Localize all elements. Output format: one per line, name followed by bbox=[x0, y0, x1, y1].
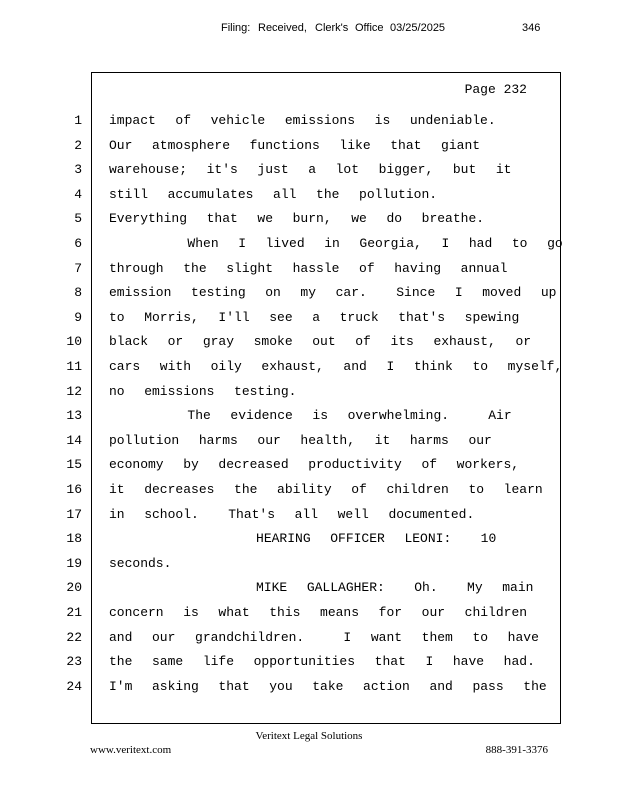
line-number: 18 bbox=[66, 531, 82, 546]
line-text: pollution harms our health, it harms our bbox=[109, 433, 492, 448]
footer-company: Veritext Legal Solutions bbox=[255, 730, 363, 742]
line-text: the same life opportunities that I have had. bbox=[109, 654, 535, 669]
line-number: 15 bbox=[66, 457, 82, 472]
line-number: 7 bbox=[74, 261, 82, 276]
line-text: The evidence is overwhelming. Air bbox=[109, 408, 512, 423]
line-number: 24 bbox=[66, 679, 82, 694]
line-number: 12 bbox=[66, 384, 82, 399]
header-sheet-number: 346 bbox=[522, 22, 541, 34]
header-clerks-label: Clerk's bbox=[315, 22, 349, 34]
line-number: 1 bbox=[74, 113, 82, 128]
line-number: 4 bbox=[74, 187, 82, 202]
line-number: 2 bbox=[74, 138, 82, 153]
line-number: 19 bbox=[66, 556, 82, 571]
page-number: Page 232 bbox=[464, 82, 527, 97]
line-text: cars with oily exhaust, and I think to myself, bbox=[109, 359, 563, 374]
line-text: HEARING OFFICER LEONI: 10 bbox=[109, 531, 497, 546]
line-number: 6 bbox=[74, 236, 82, 251]
line-number: 14 bbox=[66, 433, 82, 448]
line-text: I'm asking that you take action and pass the bbox=[109, 679, 547, 694]
line-text: concern is what this means for our children bbox=[109, 605, 528, 620]
line-text: black or gray smoke out of its exhaust, or bbox=[109, 334, 532, 349]
line-number: 8 bbox=[74, 285, 82, 300]
footer-phone: 888-391-3376 bbox=[485, 744, 548, 756]
line-text: Everything that we burn, we do breathe. bbox=[109, 211, 485, 226]
line-text: MIKE GALLAGHER: Oh. My main bbox=[109, 580, 534, 595]
line-text: it decreases the ability of children to learn bbox=[109, 482, 543, 497]
line-text: Our atmosphere functions like that giant bbox=[109, 138, 481, 153]
line-text: and our grandchildren. I want them to have bbox=[109, 630, 539, 645]
line-number: 5 bbox=[74, 211, 82, 226]
line-number: 17 bbox=[66, 507, 82, 522]
line-text: warehouse; it's just a lot bigger, but it bbox=[109, 162, 512, 177]
line-number: 21 bbox=[66, 605, 82, 620]
header-filing-label: Filing: bbox=[221, 22, 251, 34]
line-text: economy by decreased productivity of workers, bbox=[109, 457, 520, 472]
line-number: 9 bbox=[74, 310, 82, 325]
line-text: emission testing on my car. Since I moved up bbox=[109, 285, 557, 300]
line-text: through the slight hassle of having annual bbox=[109, 261, 508, 276]
header-date: 03/25/2025 bbox=[390, 22, 446, 34]
header-office-label: Office bbox=[355, 22, 384, 34]
line-number: 23 bbox=[66, 654, 82, 669]
line-text: seconds. bbox=[109, 556, 172, 571]
line-number: 22 bbox=[66, 630, 82, 645]
line-text: to Morris, I'll see a truck that's spewing bbox=[109, 310, 520, 325]
line-text: in school. That's all well documented. bbox=[109, 507, 475, 522]
line-number: 20 bbox=[66, 580, 82, 595]
line-number: 13 bbox=[66, 408, 82, 423]
filing-header bbox=[0, 22, 618, 38]
line-number: 10 bbox=[66, 334, 82, 349]
line-number: 3 bbox=[74, 162, 82, 177]
line-text: still accumulates all the pollution. bbox=[109, 187, 438, 202]
line-text: impact of vehicle emissions is undeniable. bbox=[109, 113, 496, 128]
line-number: 11 bbox=[66, 359, 82, 374]
line-text: When I lived in Georgia, I had to go bbox=[109, 236, 563, 251]
line-number: 16 bbox=[66, 482, 82, 497]
footer-website: www.veritext.com bbox=[90, 744, 172, 756]
line-text: no emissions testing. bbox=[109, 384, 297, 399]
header-received-label: Received, bbox=[258, 22, 307, 34]
